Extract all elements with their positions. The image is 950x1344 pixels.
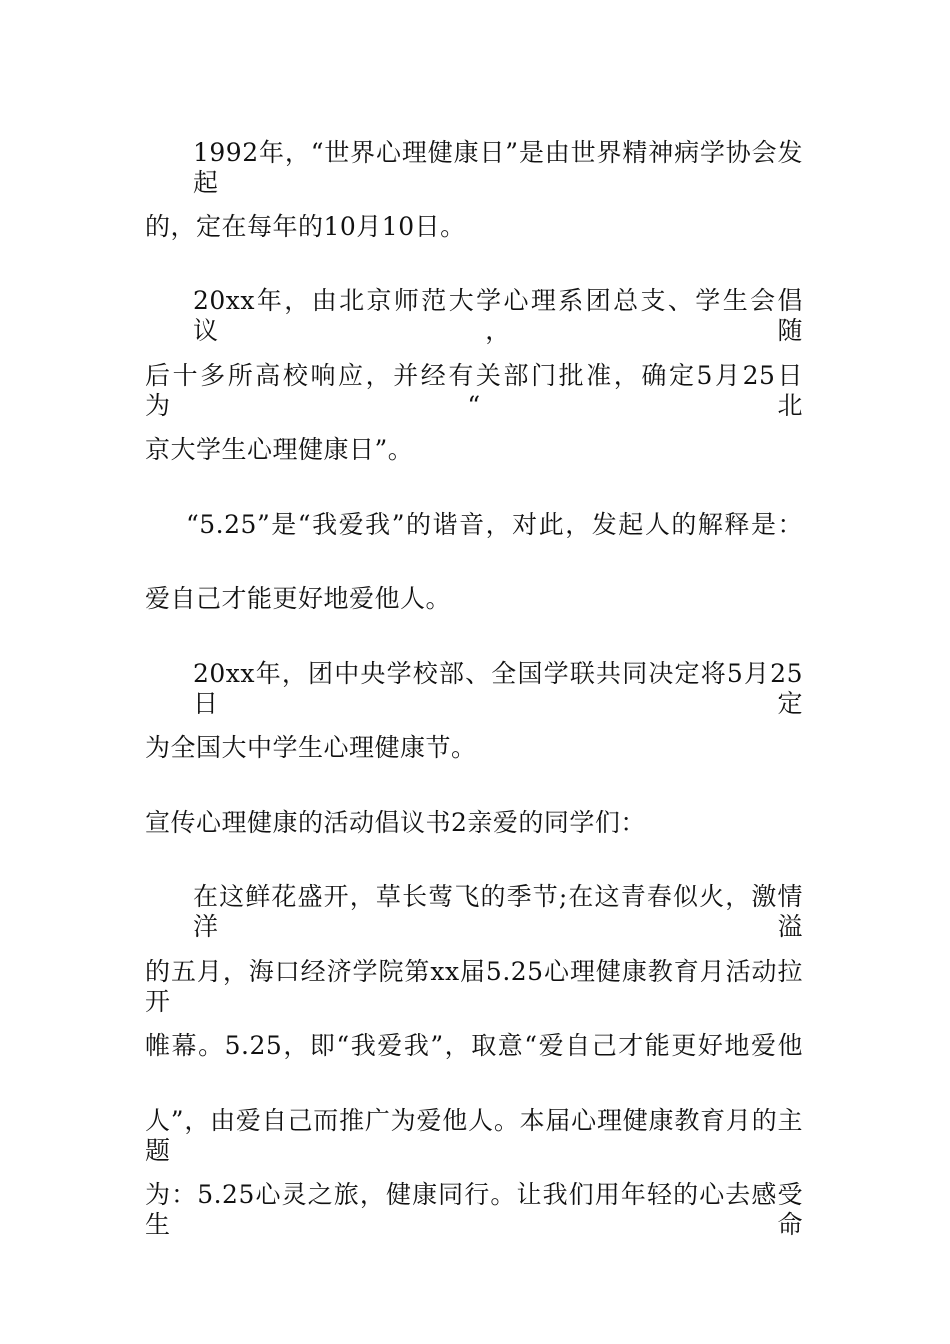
- paragraph-3-line-2: 爱自己才能更好地爱他人。: [145, 584, 452, 613]
- paragraph-2-line-2: 后十多所高校响应，并经有关部门批准，确定5月25日为“北: [145, 361, 803, 420]
- paragraph-5-line-5: 为：5.25心灵之旅，健康同行。让我们用年轻的心去感受生命: [145, 1180, 803, 1239]
- paragraph-5-line-4: 人”，由爱自己而推广为爱他人。本届心理健康教育月的主题: [145, 1106, 803, 1165]
- paragraph-3-line-1: “5.25”是“我爱我”的谐音，对此，发起人的解释是：: [186, 510, 803, 539]
- section-title-line: 宣传心理健康的活动倡议书2亲爱的同学们：: [145, 808, 646, 837]
- paragraph-1-line-2: 的，定在每年的10月10日。: [145, 212, 466, 241]
- paragraph-2-line-1: 20xx年，由北京师范大学心理系团总支、学生会倡议，随: [193, 286, 803, 345]
- paragraph-5-line-3: 帷幕。5.25，即“我爱我”，取意“爱自己才能更好地爱他: [145, 1031, 803, 1060]
- paragraph-4-line-1: 20xx年，团中央学校部、全国学联共同决定将5月25日定: [193, 659, 803, 718]
- paragraph-1-line-1: 1992年，“世界心理健康日”是由世界精神病学协会发起: [193, 138, 803, 197]
- paragraph-5-line-1: 在这鲜花盛开，草长莺飞的季节;在这青春似火，激情洋溢: [193, 882, 803, 941]
- paragraph-5-line-2: 的五月，海口经济学院第xx届5.25心理健康教育月活动拉开: [145, 957, 803, 1016]
- paragraph-4-line-2: 为全国大中学生心理健康节。: [145, 733, 477, 762]
- paragraph-2-line-3: 京大学生心理健康日”。: [145, 435, 414, 464]
